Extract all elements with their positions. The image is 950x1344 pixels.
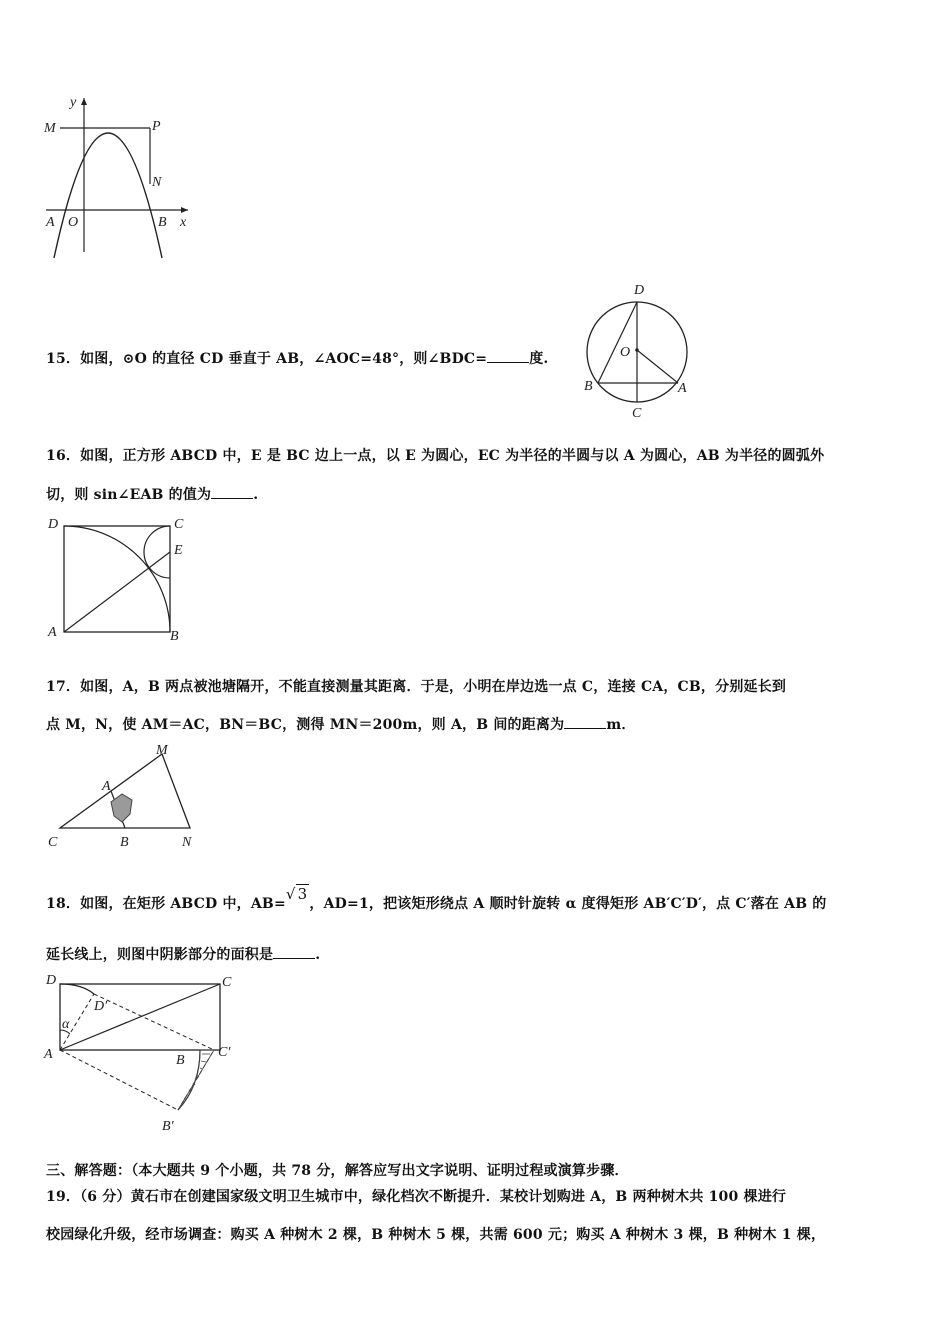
label-O: O	[68, 215, 79, 230]
q17-answer-blank[interactable]	[564, 716, 606, 729]
q18-text-1b: ，AD=1，把该矩形绕点 A 顺时针旋转 α 度得矩形 AB′C′D′，点 C′落在 AB 的	[309, 896, 827, 912]
label-B: B	[584, 379, 593, 394]
q19-text-1: 19．（6 分）黄石市在创建国家级文明卫生城市中，绿化档次不断提升．某校计划购进 A，B 两种树木共 100 棵进行	[46, 1189, 787, 1205]
label-B: B	[158, 215, 167, 230]
q15-answer-blank[interactable]	[487, 350, 529, 363]
q17-text-end: m．	[606, 717, 636, 733]
question-16-line1	[46, 445, 824, 465]
question-18-line2	[46, 944, 320, 964]
label-x: x	[180, 215, 187, 230]
label-A: A	[678, 381, 687, 396]
parabola-figure	[40, 92, 200, 262]
parabola-curve	[54, 133, 162, 258]
q16-text-end: .	[253, 487, 259, 503]
label-C: C	[632, 406, 642, 420]
q16-text-1: 16．如图，正方形 ABCD 中，E 是 BC 边上一点，以 E 为圆心，EC 为半径的半圆与以 A 为圆心，AB 为半径的圆弧外	[46, 448, 825, 464]
circle-figure	[578, 280, 698, 420]
semicircle-centered-E	[144, 526, 170, 578]
question-19-line2	[46, 1224, 825, 1244]
label-B: B	[120, 835, 129, 850]
label-P: P	[152, 119, 161, 134]
label-A: A	[102, 779, 111, 794]
label-D: D	[46, 973, 57, 988]
q15-text-end: 度.	[529, 351, 549, 367]
label-alpha: α	[62, 1017, 70, 1032]
label-N: N	[182, 835, 192, 850]
triangle-figure	[44, 742, 214, 852]
q18-answer-blank[interactable]	[273, 946, 315, 959]
diagonal-AC	[60, 984, 220, 1050]
label-M: M	[44, 121, 56, 136]
label-A: A	[48, 625, 57, 640]
label-D-prime: D′	[94, 999, 108, 1014]
arc-D-to-D-prime	[60, 984, 94, 994]
label-A: A	[44, 1047, 53, 1062]
question-15	[46, 348, 548, 368]
q16-text-2: 切，则 sin∠EAB 的值为	[46, 487, 212, 503]
q18-text-1: 18．如图，在矩形 ABCD 中，AB=	[46, 896, 286, 912]
label-A: A	[46, 215, 55, 230]
question-19-line1	[46, 1186, 786, 1206]
q15-text: 15．如图，⊙O 的直径 CD 垂直于 AB，∠AOC=48°，则∠BDC=	[46, 351, 488, 367]
question-17-line2	[46, 714, 636, 734]
sqrt-three: √ 3	[285, 885, 308, 903]
arc-centered-A	[64, 526, 170, 632]
segment-AE	[64, 552, 170, 632]
square-ABCD	[64, 526, 170, 632]
label-C-prime: C′	[218, 1045, 231, 1060]
radicand: 3	[297, 885, 308, 903]
label-B: B	[170, 629, 179, 644]
q19-text-2: 校园绿化升级，经市场调查：购买 A 种树木 2 棵，B 种树木 5 棵，共需 600 元；购买 A 种树木 3 棵，B 种树木 1 棵，	[46, 1227, 826, 1243]
q17-text-1: 17．如图，A，B 两点被池塘隔开，不能直接测量其距离．于是，小明在岸边选一点 C，连接 CA，CB，分别延长到	[46, 679, 787, 695]
rectangle-rotation-figure	[42, 968, 242, 1136]
label-y: y	[70, 95, 77, 110]
segment-OA	[637, 350, 678, 383]
label-B: B	[176, 1053, 185, 1068]
label-E: E	[174, 543, 183, 558]
segment-D-prime-C-prime	[94, 994, 214, 1050]
question-17-line1	[46, 676, 786, 696]
label-B-prime: B′	[162, 1119, 174, 1134]
y-axis-arrow	[81, 98, 87, 105]
center-dot	[635, 348, 639, 352]
segment-AB-prime	[60, 1050, 178, 1110]
label-O: O	[620, 345, 631, 360]
q18-text-end: .	[315, 947, 321, 963]
question-18-line1	[46, 885, 827, 913]
label-N: N	[152, 175, 162, 190]
q16-answer-blank[interactable]	[211, 486, 253, 499]
question-16-line2	[46, 484, 258, 504]
label-C: C	[174, 517, 184, 532]
label-D: D	[634, 283, 645, 298]
label-C: C	[222, 975, 232, 990]
square-figure	[44, 512, 204, 648]
q18-text-2: 延长线上，则图中阴影部分的面积是	[46, 947, 274, 963]
section-3-heading-text: 三、解答题：（本大题共 9 个小题，共 78 分，解答应写出文字说明、证明过程或演算步骤．	[46, 1163, 629, 1179]
label-M: M	[156, 743, 168, 758]
label-C: C	[48, 835, 58, 850]
label-D: D	[48, 517, 59, 532]
x-axis-arrow	[181, 207, 188, 213]
section-3-heading	[46, 1160, 629, 1180]
q17-text-2: 点 M，N，使 AM＝AC，BN＝BC，测得 MN＝200m，则 A，B 间的距离为	[46, 717, 565, 733]
